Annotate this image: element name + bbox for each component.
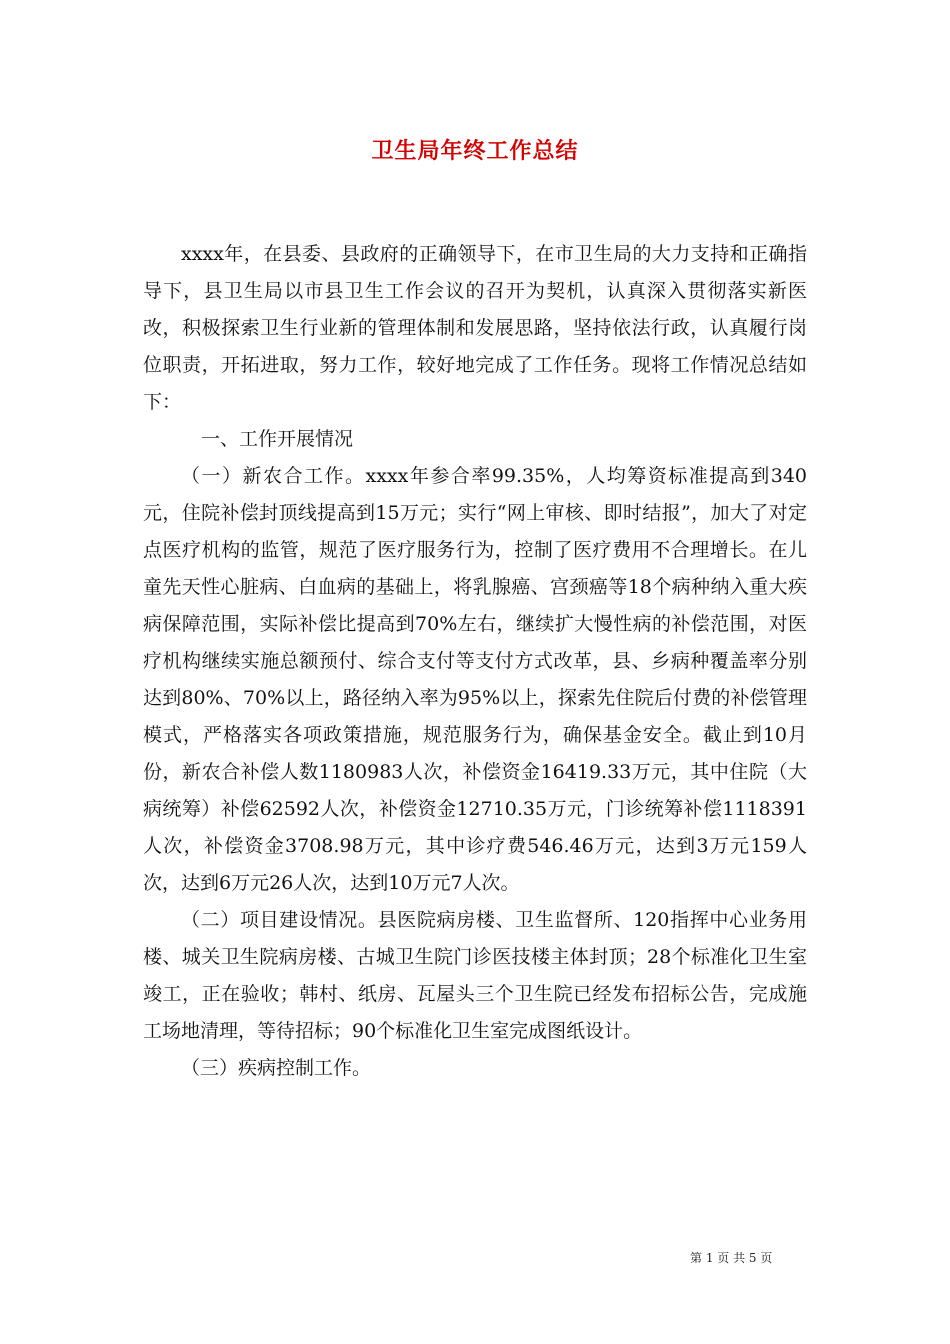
section-heading: 一、工作开展情况	[201, 428, 354, 450]
paragraph-rural-cooperative: （一）新农合工作。xxxx年参合率99.35%，人均筹资标准提高到340元，住院补偿封顶线提高到15万元；实行“网上审核、即时结报”，加大了对定点医疗机构的监管，规范了医疗服务行为，控制了医疗费用不合理增长。在儿童先天性心脏病、白血病的基础上，将乳腺癌、宫颈癌等18个病种纳入重大疾病保障范围，实际补偿比提高到70%左右，继续扩大慢性病的补偿范围，对医疗机构继续实施总额预付、综合支付等支付方式改革，县、乡病种覆盖率分别达到80%、70%以上，路径纳入率为95%以上，探索先住院后付费的补偿管理模式，严格落实各项政策措施，规范服务行为，确保基金安全。截止到10月份，新农合补偿人数1180983人次，补偿资金16419.33万元，其中住院（大病统筹）补偿62592人次，补偿资金12710.35万元，门诊统筹补偿1118391人次，补偿资金3708.98万元，其中诊疗费546.46万元，达到3万元159人次，达到6万元26人次，达到10万元7人次。	[143, 465, 807, 894]
document-title: 卫生局年终工作总结	[371, 138, 579, 164]
page-number: 第 1 页 共 5 页	[690, 1251, 773, 1265]
document-body	[143, 236, 807, 1087]
paragraph-disease-control: （三）疾病控制工作。	[181, 1057, 372, 1079]
paragraph-project-construction: （二）项目建设情况。县医院病房楼、卫生监督所、120指挥中心业务用楼、城关卫生院病房楼、古城卫生院门诊医技楼主体封顶；28个标准化卫生室竣工，正在验收；韩村、纸房、瓦屋头三个卫生院已经发布招标公告，完成施工场地清理，等待招标；90个标准化卫生室完成图纸设计。	[143, 909, 807, 1042]
intro-paragraph: xxxx年，在县委、县政府的正确领导下，在市卫生局的大力支持和正确指导下，县卫生局以市县卫生工作会议的召开为契机，认真深入贯彻落实新医改，积极探索卫生行业新的管理体制和发展思路，坚持依法行政，认真履行岗位职责，开拓进取，努力工作，较好地完成了工作任务。现将工作情况总结如下：	[143, 243, 807, 413]
